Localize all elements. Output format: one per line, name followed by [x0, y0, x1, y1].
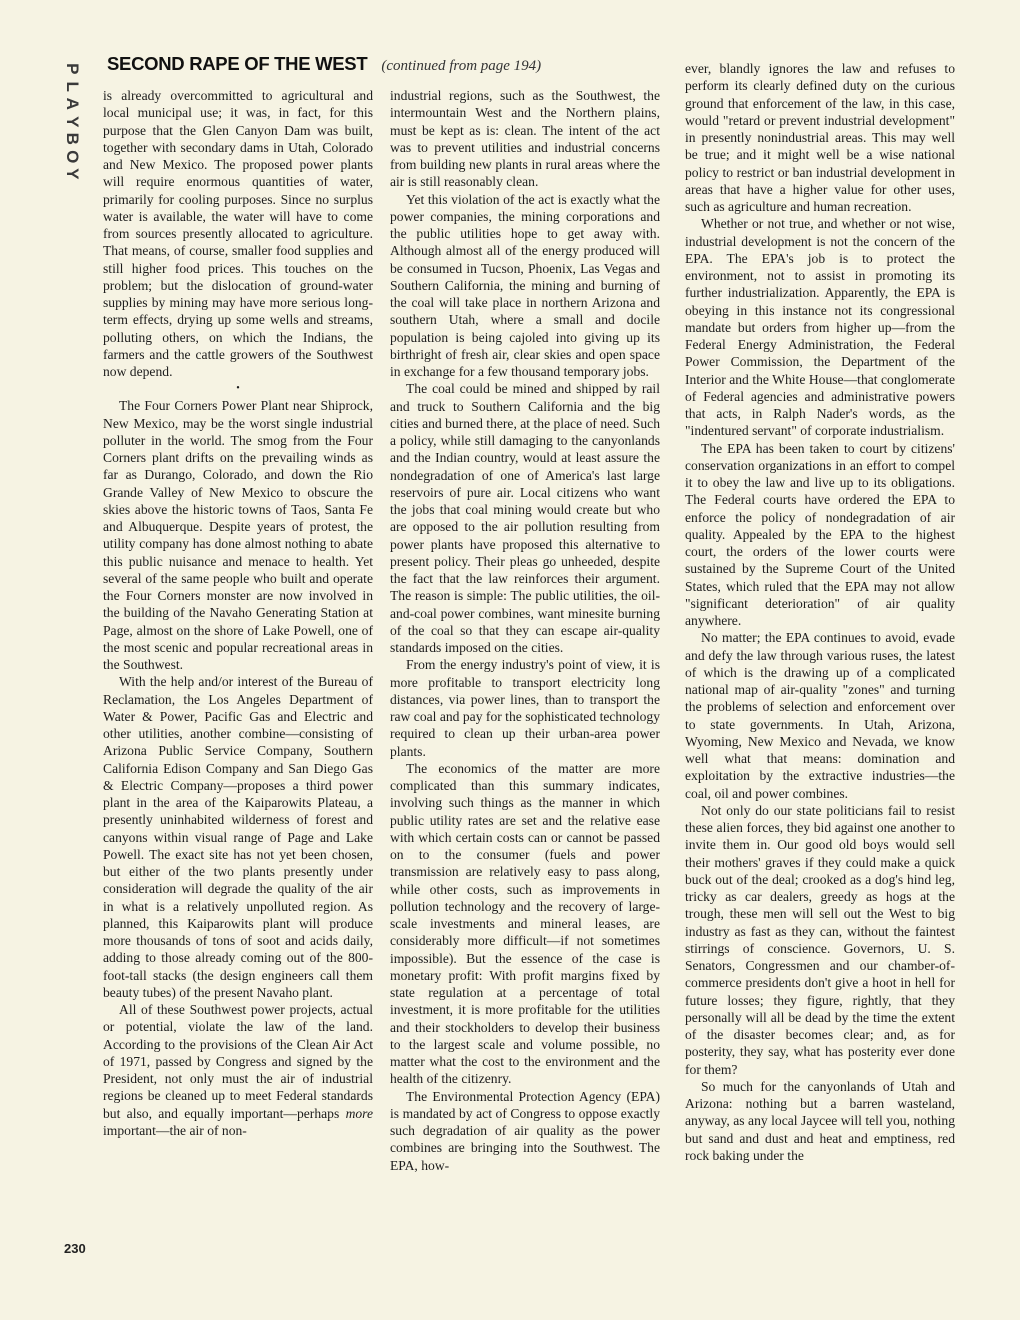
magazine-sidebar-logo: [62, 60, 82, 183]
paragraph: The Environmental Protection Agency (EPA) is mandated by act of Congress to oppose exactly such degradation of air quality as the power combines are bringing into the Southwest. The EPA, how-: [390, 1088, 660, 1173]
paragraph: So much for the canyonlands of Utah and Arizona: nothing but a barren wasteland, anyway, as any local Jaycee will tell you, nothing but sand and dust and heat and emptiness, red rock baking under the: [685, 1078, 955, 1163]
section-break: •: [236, 383, 240, 395]
sidebar-letter: L: [62, 81, 82, 92]
paragraph: Whether or not true, and whether or not wise, industrial development is not the concern of the EPA. The EPA's job is to protect the environment, not to assist in promoting its further industrialization. Apparently, the EPA is obeying in this instance not its congressional mandate but orders from higher up—from the Federal Energy Administration, the Federal Power Commission, the Department of the Interior and the White House—that conglomerate of Federal agencies and administrative powers that acts, in Ralph Nader's words, as the "indentured servant" of corporate industrialism.: [685, 216, 955, 439]
continued-note: (continued from page 194): [381, 58, 542, 74]
paragraph: [103, 1001, 373, 1139]
article-title: SECOND RAPE OF THE WEST: [107, 53, 368, 74]
sidebar-letter: Y: [62, 168, 82, 180]
text-column-1: [103, 87, 373, 1139]
sidebar-letter: A: [62, 97, 82, 110]
emphasis-text: more: [345, 1105, 373, 1121]
sidebar-letter: B: [62, 132, 82, 145]
paragraph: is already overcommitted to agricultural and local municipal use; it was, in fact, for this purpose that the Glen Canyon Dam was built, together with secondary dams in Utah, Colorado and New Mexico. The proposed power plants will require enormous quantities of water, primarily for cooling purposes. Since no surplus water is available, the water will have to come from sources presently allocated to agriculture. That means, of course, smaller food supplies and still higher food prices. This touches on the problem; but the dislocation of ground-water supplies by mining may have more serious long-term effects, drying up some wells and streams, polluting others, on which the Indians, the farmers and the cattle growers of the Southwest now depend.: [103, 88, 373, 379]
paragraph: industrial regions, such as the Southwest, the intermountain West and the Northern plains, must be kept as is: clean. The intent of the act was to prevent utilities and industrial concerns from building new plants in rural areas where the air is still reasonably clean.: [390, 88, 660, 190]
paragraph: The Four Corners Power Plant near Shiprock, New Mexico, may be the worst single industrial polluter in the world. The smog from the Four Corners plant drifts on the prevailing winds as far as Durango, Colorado, and down the Rio Grande Valley of New Mexico to obscure the skies above the historic towns of Taos, Santa Fe and Albuquerque. Despite years of protest, the utility company has done almost nothing to abate this public nuisance and menace to health. Yet several of the same people who built and operate the Four Corners monster are now involved in the building of the Navaho Generating Station at Page, almost on the shore of Lake Powell, one of the most scenic and popular recreational areas in the Southwest.: [103, 398, 373, 672]
paragraph: The EPA has been taken to court by citizens' conservation organizations in an effort to compel it to obey the law and live up to its obligations. The Federal courts have ordered the EPA to enforce the policy of nondegradation of air quality. Appealed by the EPA to the highest court, the orders of the lower courts were sustained by the Supreme Court of the United States, which ruled that the EPA may not allow "significant deterioration" of air quality anywhere.: [685, 440, 955, 628]
paragraph: No matter; the EPA continues to avoid, evade and defy the law through various ruses, the latest of which is the drawing up of a complicated national map of air-quality "zones" and turning the problems of selection and enforcement over to state governments. In Utah, Arizona, Wyoming, New Mexico and Nevada, we know well what that means: domination and exploitation by the extractive industries—the coal, oil and power combines.: [685, 630, 955, 801]
paragraph: Not only do our state politicians fail to resist these alien forces, they bid against one another to invite them in. Our good old boys would sell their mothers' graves if they could make a quick buck out of the deal; crooked as a dog's hind leg, tricky as car dealers, greedy as hogs at the trough, these men will sell out the West to big industry as fast as they can, without the faintest stirrings of conscience. Governors, U. S. Senators, Congressmen and our chamber-of-commerce presidents don't give a hoot in hell for future losses; they figure, rightly, that they personally will all be dead by the time the extent of the disaster becomes clear; and, as for posterity, they say, what has posterity ever done for them?: [685, 802, 955, 1077]
paragraph: ever, blandly ignores the law and refuses to perform its clearly defined duty on the curious ground that enforcement of the law, in this case, would "retard or prevent industrial development" in presently nonindustrial areas. This may well be true; and it might well be a wise national policy to restrict or ban industrial development in areas that have a higher value for other uses, such as agriculture and human recreation.: [685, 61, 955, 214]
sidebar-letter: P: [62, 63, 82, 75]
paragraph-text: important—the air of non-: [103, 1122, 247, 1138]
sidebar-letter: Y: [62, 115, 82, 127]
page-number: 230: [64, 1241, 86, 1256]
paragraph: The economics of the matter are more complicated than this summary indicates, involving such things as the manner in which public utility rates are set and the relative ease with which certain costs can or cannot be passed on to the consumer (fuels and power transmission are relatively easy to pass along, while other costs, such as improvements in pollution technology and the recovery of large-scale investments and mineral leases, are considerably more difficult—if not sometimes impossible). But the essence of the case is monetary profit: With profit margins fixed by state regulation at a percentage of total investment, it is more profitable for the utilities and their stockholders to develop their business to the largest scale and volume possible, no matter what the cost to the environment and the health of the citizenry.: [390, 760, 660, 1087]
paragraph: With the help and/or interest of the Bureau of Reclamation, the Los Angeles Department of Water & Power, Pacific Gas and Electric and other utilities, another combine—consisting of Arizona Public Service Company, Southern California Edison Company and San Diego Gas & Electric Company—proposes a third power plant in the area of the Kaiparowits Plateau, a presently uninhabited wilderness of forest and canyons within visual range of Page and Lake Powell. The exact site has not yet been chosen, but either of the two plants presently under consideration will degrade the quality of the air in what is a relatively unpolluted region. As planned, this Kaiparowits plant will produce more thousands of tons of soot and acids daily, adding to those already coming out of the 800-foot-tall stacks (the design engineers call them beauty tubes) of the present Navaho plant.: [103, 674, 373, 1000]
paragraph: The coal could be mined and shipped by rail and truck to Southern California and the big cities and burned there, at the place of need. Such a policy, while still damaging to the canyonlands and the Indian country, would at least assure the nondegradation of one of America's last large reservoirs of pure air. Local citizens who want the jobs that coal mining would create but who are opposed to the air pollution resulting from power plants have proposed this alternative to present policy. Their pleas go unheeded, despite the fact that the law reinforces their argument. The reason is simple: The public utilities, the oil-and-coal power combines, want minesite burning of the coal so that they can escape air-quality standards imposed on the cities.: [390, 381, 660, 655]
article-headline: [107, 53, 541, 75]
paragraph: Yet this violation of the act is exactly what the power companies, the mining corporations and the public utilities hope to get away with. Although almost all of the energy produced will be consumed in Tucson, Phoenix, Las Vegas and Southern California, the mining and burning of the coal will take place in northern Arizona and southern Utah, where a small and docile population is being cajoled into giving up its birthright of fresh air, clear skies and open space in exchange for a few thousand temporary jobs.: [390, 191, 660, 379]
paragraph: From the energy industry's point of view, it is more profitable to transport electricity long distances, via power lines, than to transport the raw coal and pay for the sophisticated technology required to clean up their urban-area power plants.: [390, 657, 660, 759]
paragraph-text: All of these Southwest power projects, actual or potential, violate the law of the land. According to the provisions of the Clean Air Act of 1971, passed by Congress and signed by the President, not only must the air of industrial regions be cleaned up to meet Federal standards but also, and equally important—perhaps: [103, 1002, 373, 1121]
text-column-2: [390, 87, 660, 1174]
sidebar-letter: O: [62, 149, 82, 163]
text-column-3: [685, 60, 955, 1164]
